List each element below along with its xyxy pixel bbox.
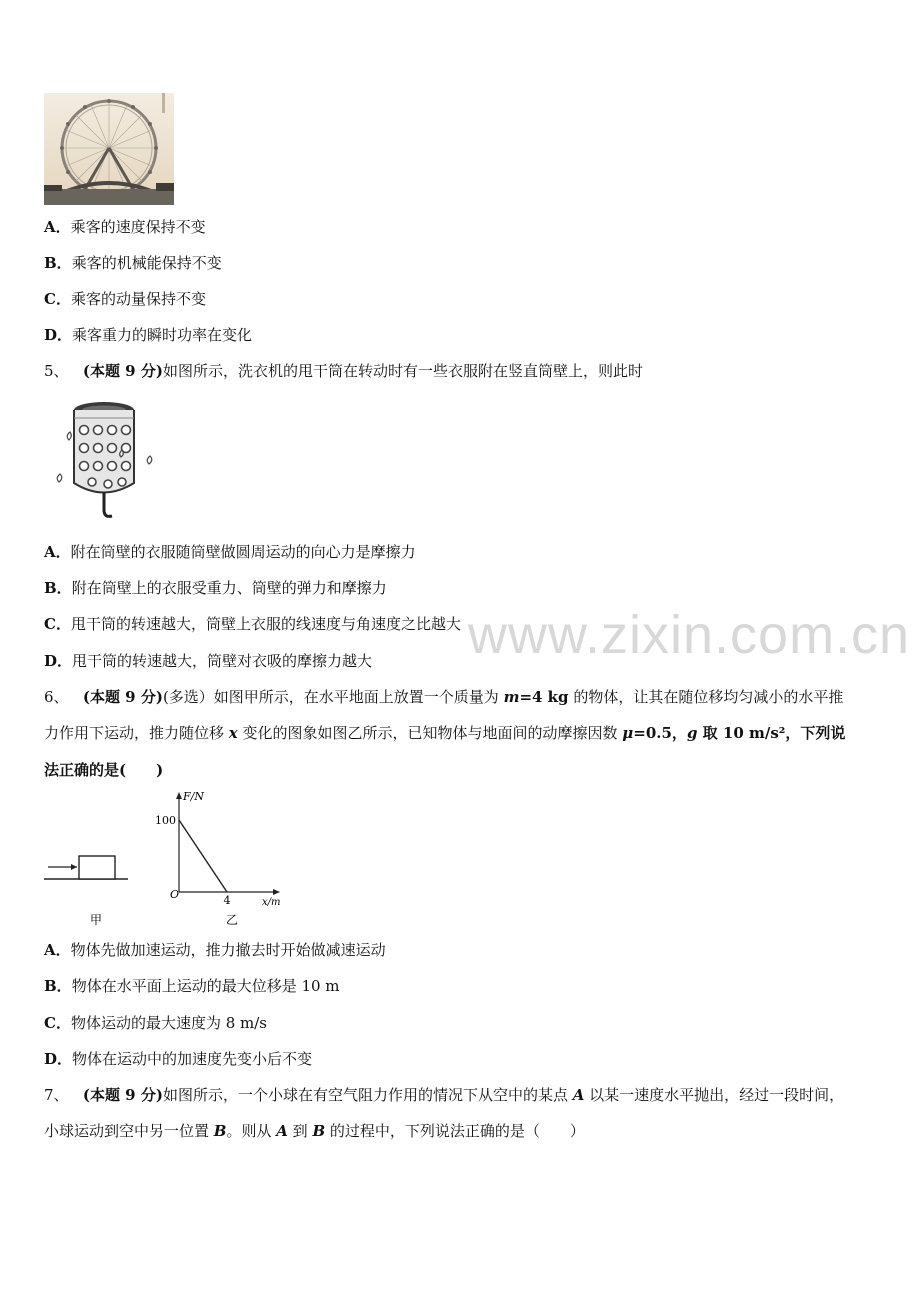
force-line [179,820,227,892]
y-tick-100: 100 [155,814,176,827]
x-tick-4: 4 [223,894,231,907]
q4-option-d: D．乘客重力的瞬时功率在变化 [44,326,253,344]
q4-option-a: A．乘客的速度保持不变 [44,218,206,236]
q5-option-b: B．附在筒壁上的衣服受重力、筒壁的弹力和摩擦力 [44,579,387,597]
q5-option-c: C．甩干筒的转速越大，筒壁上衣服的线速度与角速度之比越大 [44,615,461,633]
q6-stem-line1: 6、 (本题 9 分)(多选）如图甲所示，在水平地面上放置一个质量为 m=4 kg 的物体，让其在随位移均匀减小的水平推 [44,688,844,706]
ferris-wheel-image [44,93,174,205]
origin-label: O [170,888,180,901]
label-yi: 乙 [225,913,239,927]
q5-option-a: A．附在筒壁的衣服随筒壁做圆周运动的向心力是摩擦力 [44,543,416,561]
q6-option-c: C．物体运动的最大速度为 8 m/s [44,1014,268,1032]
force-displacement-graph [155,790,281,927]
block-diagram [44,856,128,927]
spin-drum-image [52,398,164,526]
q7-stem-line2: 小球运动到空中另一位置 B。则从 A 到 B 的过程中，下列说法正确的是（ ） [44,1122,585,1140]
q6-stem-line2: 力作用下运动，推力随位移 x 变化的图象如图乙所示，已知物体与地面间的动摩擦因数 μ=0.5，g 取 10 m/s²，下列说 [44,724,846,742]
q6-option-a: A．物体先做加速运动，推力撤去时开始做减速运动 [44,941,386,959]
q6-figure [44,786,294,930]
watermark: www.zixin.com.cn [468,605,911,665]
q5-stem: 5、 (本题 9 分)如图所示，洗衣机的甩干筒在转动时有一些衣服附在竖直筒壁上，则此时 [44,362,643,380]
q6-option-d: D．物体在运动中的加速度先变小后不变 [44,1050,313,1068]
q4-option-b: B．乘客的机械能保持不变 [44,254,222,272]
q6-option-b: B．物体在水平面上运动的最大位移是 10 m [44,977,340,995]
q7-stem-line1: 7、 (本题 9 分)如图所示，一个小球在有空气阻力作用的情况下从空中的某点 A 以某一速度水平抛出，经过一段时间， [44,1086,845,1104]
q5-option-d: D．甩干筒的转速越大，筒壁对衣吸的摩擦力越大 [44,652,373,670]
y-axis-label: F/N [183,790,204,803]
q6-stem-line3: 法正确的是( ) [44,761,164,779]
label-jia: 甲 [89,913,103,927]
x-axis-label: x/m [262,897,281,908]
q4-option-c: C．乘客的动量保持不变 [44,290,206,308]
